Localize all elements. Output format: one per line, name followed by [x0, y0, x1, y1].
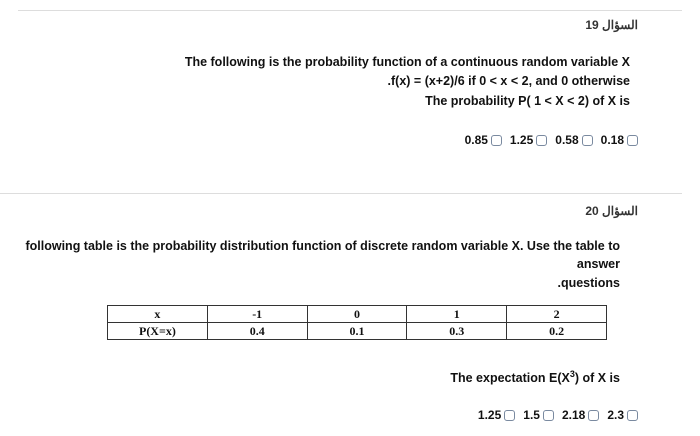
q19-option-3-radio[interactable] [582, 135, 593, 146]
q19-text-line-3: The probability P( 1 < X < 2) of X is [425, 94, 630, 108]
q19-text-line-2: .f(x) = (x+2)/6 if 0 < x < 2, and 0 otherwise [387, 74, 630, 88]
table-header-x: x [108, 306, 208, 323]
q19-option-1[interactable] [465, 133, 502, 147]
table-cell-x-1: -1 [207, 306, 307, 323]
q20-option-4[interactable] [607, 408, 638, 422]
table-cell-p-4: 0.2 [507, 323, 607, 340]
table-cell-p-3: 0.3 [407, 323, 507, 340]
q20-text-line-2: answer [576, 257, 620, 271]
q20-option-2-label: 1.5 [523, 408, 540, 422]
q20-option-1-label: 1.25 [477, 408, 502, 422]
q19-option-4-label: 0.18 [600, 133, 624, 147]
q20-text-line-3: .questions [557, 276, 620, 290]
q19-option-2[interactable] [510, 133, 547, 147]
q20-option-4-radio[interactable] [627, 410, 638, 421]
q20-option-3[interactable] [562, 408, 599, 422]
q20-question-text [450, 369, 620, 385]
table-header-p: P(X=x) [108, 323, 208, 340]
probability-distribution-table [107, 305, 607, 340]
q19-option-2-radio[interactable] [536, 135, 547, 146]
q19-option-1-label: 0.85 [464, 133, 488, 147]
q20-option-1[interactable] [478, 408, 515, 422]
q20-option-2[interactable] [523, 408, 554, 422]
table-cell-x-2: 0 [307, 306, 407, 323]
q20-option-4-label: 2.3 [607, 408, 624, 422]
table-row-x [108, 306, 607, 323]
table-cell-p-1: 0.4 [207, 323, 307, 340]
question-19-label: السؤال 19 [585, 18, 638, 32]
q20-options [470, 408, 638, 422]
q20-option-3-radio[interactable] [588, 410, 599, 421]
q20-option-1-radio[interactable] [504, 410, 515, 421]
table-row-p [108, 323, 607, 340]
q19-options [457, 133, 638, 147]
q19-text-line-1: The following is the probability function of a continuous random variable X [184, 55, 630, 69]
question-20-label: السؤال 20 [585, 204, 638, 218]
q19-option-4-radio[interactable] [627, 135, 638, 146]
q20-question-suffix: ) of X is [574, 371, 620, 386]
q19-option-4[interactable] [601, 133, 638, 147]
q19-bottom-divider [0, 193, 682, 194]
q19-option-1-radio[interactable] [491, 135, 502, 146]
q19-option-3[interactable] [555, 133, 592, 147]
q20-option-3-label: 2.18 [561, 408, 586, 422]
q20-option-2-radio[interactable] [543, 410, 554, 421]
q19-option-2-label: 1.25 [509, 133, 534, 147]
table-cell-p-2: 0.1 [307, 323, 407, 340]
q19-option-3-label: 0.58 [555, 133, 579, 147]
table-cell-x-4: 2 [507, 306, 607, 323]
q20-text-line-1: following table is the probability distribution function of discrete random variable X. Use the table to [25, 239, 620, 253]
table-cell-x-3: 1 [407, 306, 507, 323]
top-divider [18, 10, 682, 11]
q20-question-exponent: 3 [569, 369, 575, 379]
q20-question-prefix: The expectation E(X [450, 371, 570, 386]
